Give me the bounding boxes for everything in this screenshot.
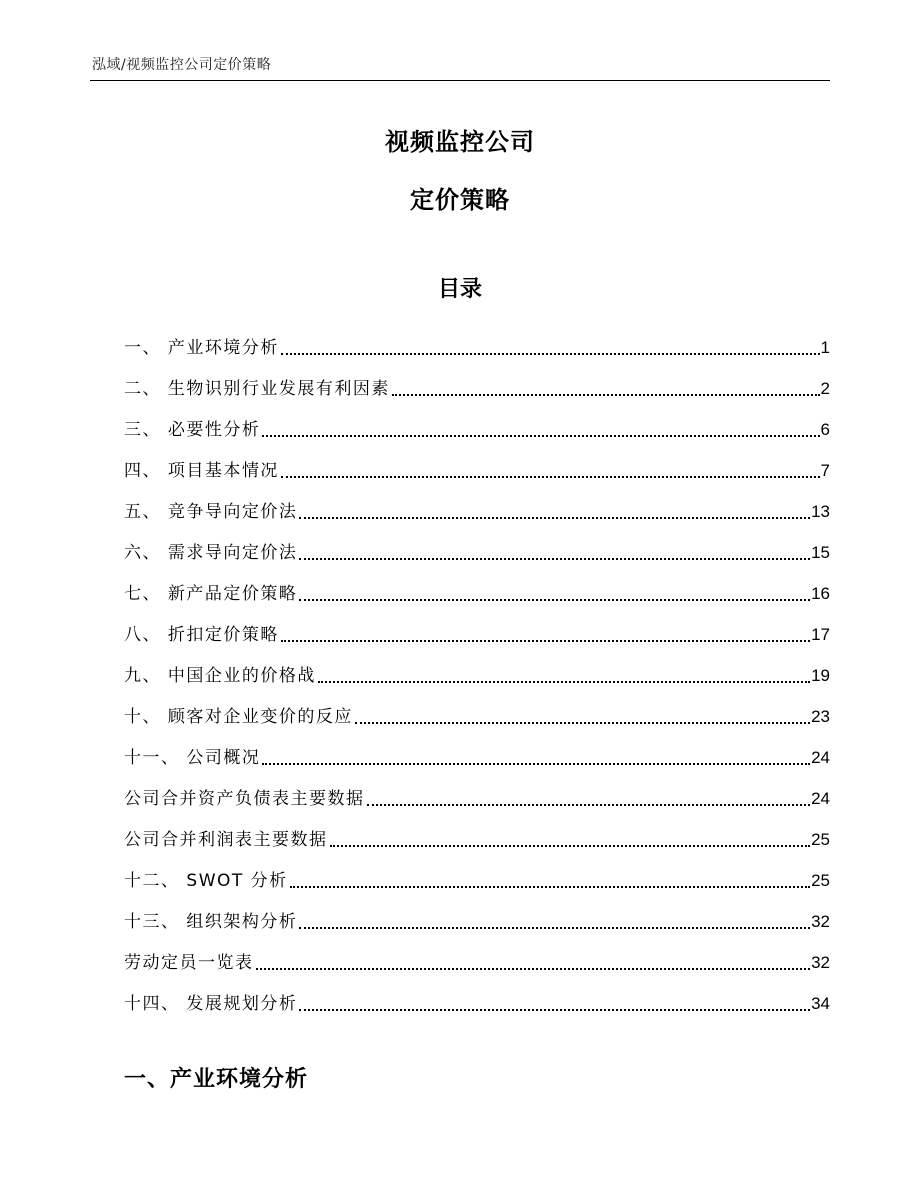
running-header: 泓域/视频监控公司定价策略 [92, 57, 272, 73]
toc-entry-page: 25 [811, 830, 830, 849]
toc-entry[interactable] [124, 486, 830, 527]
toc-leader-dots [392, 394, 820, 396]
toc-entry[interactable] [124, 814, 830, 855]
toc-entry[interactable] [124, 322, 830, 363]
toc-entry-label: 十四、 发展规划分析 [124, 994, 298, 1014]
document-subtitle: 定价策略 [410, 186, 510, 214]
toc-leader-dots [256, 968, 811, 970]
toc-entry-page: 7 [820, 461, 830, 480]
toc-entry-label: 十一、 公司概况 [124, 748, 261, 768]
toc-leader-dots [281, 353, 820, 355]
toc-entry-label: 三、 必要性分析 [124, 420, 261, 440]
toc-entry-page: 24 [811, 789, 830, 808]
toc-entry-label: 六、 需求导向定价法 [124, 543, 298, 563]
toc-entry-page: 16 [811, 584, 830, 603]
toc-entry-label: 十、 顾客对企业变价的反应 [124, 707, 353, 727]
toc-entry[interactable] [124, 445, 830, 486]
toc-entry-label: 二、 生物识别行业发展有利因素 [124, 379, 390, 399]
toc-leader-dots [299, 927, 810, 929]
toc-entry-label: 公司合并资产负债表主要数据 [124, 789, 365, 809]
toc-leader-dots [281, 476, 820, 478]
toc-entry-page: 34 [811, 994, 830, 1013]
toc-entry-page: 25 [811, 871, 830, 890]
toc-leader-dots [262, 435, 819, 437]
toc-entry[interactable] [124, 404, 830, 445]
toc-entry[interactable] [124, 609, 830, 650]
toc-leader-dots [299, 599, 810, 601]
toc-entry-label: 七、 新产品定价策略 [124, 584, 298, 604]
toc-entry-page: 13 [811, 502, 830, 521]
toc-leader-dots [355, 722, 810, 724]
toc-leader-dots [262, 763, 810, 765]
toc-leader-dots [299, 517, 810, 519]
toc-entry[interactable] [124, 568, 830, 609]
toc-entry-page: 17 [811, 625, 830, 644]
toc-entry-page: 23 [811, 707, 830, 726]
toc-leader-dots [318, 681, 810, 683]
toc-entry-label: 八、 折扣定价策略 [124, 625, 279, 645]
toc-entry-page: 6 [820, 420, 830, 439]
toc-entry-label: 四、 项目基本情况 [124, 461, 279, 481]
toc-leader-dots [299, 1009, 810, 1011]
document-title: 视频监控公司 [385, 128, 535, 156]
toc-entry-label: 公司合并利润表主要数据 [124, 830, 328, 850]
toc-entry[interactable] [124, 363, 830, 404]
section-heading: 一、产业环境分析 [124, 1067, 309, 1092]
header-divider [90, 80, 830, 81]
toc-entry-page: 32 [811, 912, 830, 931]
toc-entry[interactable] [124, 855, 830, 896]
table-of-contents [124, 322, 830, 1019]
toc-entry[interactable] [124, 937, 830, 978]
toc-entry-page: 2 [820, 379, 830, 398]
toc-entry-label: 一、 产业环境分析 [124, 338, 279, 358]
toc-leader-dots [367, 804, 811, 806]
toc-entry-page: 19 [811, 666, 830, 685]
toc-entry-page: 15 [811, 543, 830, 562]
toc-entry-page: 24 [811, 748, 830, 767]
toc-entry[interactable] [124, 896, 830, 937]
toc-entry[interactable] [124, 978, 830, 1019]
toc-entry-label: 五、 竞争导向定价法 [124, 502, 298, 522]
toc-entry-label: 十二、 SWOT 分析 [124, 871, 288, 891]
toc-entry[interactable] [124, 732, 830, 773]
toc-leader-dots [330, 845, 811, 847]
toc-heading: 目录 [437, 277, 482, 302]
toc-entry-page: 32 [811, 953, 830, 972]
toc-entry[interactable] [124, 773, 830, 814]
toc-entry[interactable] [124, 650, 830, 691]
toc-leader-dots [299, 558, 810, 560]
toc-leader-dots [281, 640, 810, 642]
toc-entry[interactable] [124, 527, 830, 568]
toc-entry[interactable] [124, 691, 830, 732]
toc-entry-label: 十三、 组织架构分析 [124, 912, 298, 932]
toc-entry-page: 1 [820, 338, 830, 357]
toc-leader-dots [290, 886, 810, 888]
toc-entry-label: 九、 中国企业的价格战 [124, 666, 316, 686]
toc-entry-label: 劳动定员一览表 [124, 953, 254, 973]
